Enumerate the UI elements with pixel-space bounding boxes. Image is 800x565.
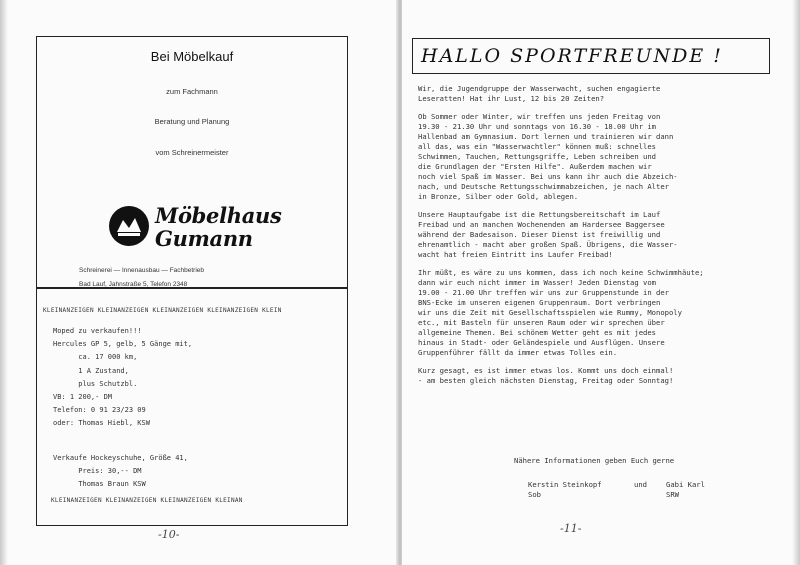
signer-kerstin: Kerstin Steinkopf Sob xyxy=(528,480,602,499)
ad-line-specialist: zum Fachmann xyxy=(166,87,218,96)
page-number-left: -10- xyxy=(158,528,180,541)
logo-emblem-icon xyxy=(109,206,149,246)
classified-line: Telefon: 0 91 23/23 09 xyxy=(53,406,146,415)
page-number-right: -11- xyxy=(560,522,582,535)
ad-line-consulting: Beratung und Planung xyxy=(154,117,230,126)
classified-line: Thomas Braun KSW xyxy=(53,480,146,489)
classified-line: 1 A Zustand, xyxy=(53,366,129,375)
paragraph-training: Ob Sommer oder Winter, wir treffen uns jeden Freitag von 19.30 - 21.30 Uhr und sonntags von 16.30 - 18.00 Uhr im Hallenbad am Gymnasium. Dort lernen und trainieren wir dann all das, was ein "Wasserwachtler" können muß: schnelles Schwimmen, Tauchen, Rettungsgriffe, Leben schreiben und die Grundlagen der "Ersten Hilfe". Außerdem machen wir noch viel Spaß im Wasser. Bei uns kann ihr auch die Abzeich- nach, und Deutsche Rettungsschwimmabzeichen, je nach Alter in Bronze, Silber oder Gold, ablegen. xyxy=(418,112,678,201)
classified-line: Moped zu verkaufen!!! xyxy=(53,327,142,335)
logo-line-gumann: Gumann xyxy=(155,226,253,251)
paragraph-intro: Wir, die Jugendgruppe der Wasserwacht, suchen engagierte Leseratten! Hat ihr Lust, 12 bis 20 Zeiten? xyxy=(418,84,661,103)
ad-services: Schreinerei — Innenausbau — Fachbetrieb xyxy=(79,267,205,274)
classified-line: Verkaufe Hockeyschuhe, Größe 41, xyxy=(53,453,188,462)
letter-body xyxy=(418,84,784,394)
classified-line: Preis: 30,-- DM xyxy=(53,467,142,475)
classified-line: Hercules GP 5, gelb, 5 Gänge mit, xyxy=(53,340,193,349)
logo-line-moebelhaus: Möbelhaus xyxy=(155,203,282,228)
signer-gabi: Gabi Karl SRW xyxy=(666,480,705,499)
ad-address: Bad Lauf, Jahnstraße 5, Telefon 2348 xyxy=(79,281,188,288)
classifieds-box xyxy=(36,288,348,526)
classified-line: VB: 1 200,- DM xyxy=(53,393,113,401)
classified-line: plus Schutzbl. xyxy=(53,379,138,388)
classifieds-banner-top: KLEINANZEIGEN KLEINANZEIGEN KLEINANZEIGEN KLEINANZEIGEN KLEIN xyxy=(43,307,282,314)
paragraph-group: Ihr müßt, es wäre zu uns kommen, dass ich noch keine Schwimmhäute; dann wir euch nicht immer im Wasser! Jeden Dienstag vom 19.00 - 21.00 Uhr treffen wir uns zur Gruppenstunde in der BNS-Ecke im unseren eigenen Gruppenraum. Dort verbringen wir uns die Zeit mit Gesellschaftsspielen wie Rummy, Monopoly etc., mit Basteln für unseren Raum oder wir sprechen über allgemeine Themen. Bei schönem Wetter geht es mit jedes hinaus in Stadt- oder Geländespiele und Ausflügen. Unsere Gruppenführer fällt da immer etwas Tolles ein. xyxy=(418,268,704,357)
page-edge-shadow xyxy=(0,0,8,565)
classifieds-banner-bottom: KLEINANZEIGEN KLEINANZEIGEN KLEINANZEIGEN KLEINAN xyxy=(51,497,243,504)
signoff-line: Nähere Informationen geben Euch gerne xyxy=(514,456,675,465)
right-page xyxy=(402,0,800,565)
ad-heading: Bei Möbelkauf xyxy=(150,49,234,64)
letter-title: HALLO SPORTFREUNDE ! xyxy=(421,45,723,67)
left-page xyxy=(0,0,398,565)
paragraph-closing: Kurz gesagt, es ist immer etwas los. Kommt uns doch einmal! - am besten gleich nächsten Dienstag, Freitag oder Sonntag! xyxy=(418,366,674,385)
classified-line: ca. 17 000 km, xyxy=(53,353,138,362)
furniture-ad xyxy=(36,36,348,288)
page-edge-shadow-right xyxy=(792,0,800,565)
paragraph-duty: Unsere Hauptaufgabe ist die Rettungsbereitschaft im Lauf Freibad und an manchen Wochenenden am Hardersee Baggersee während der Badesaison. Dieser Dienst ist freiwillig und ehrenamtlich - macht aber großen Spaß. Übrigens, die Wasser- wacht hat freien Eintritt ins Laufer Freibad! xyxy=(418,210,678,259)
moebelhaus-logo xyxy=(109,202,299,254)
logo-wordmark xyxy=(155,204,282,250)
letter-title-box xyxy=(412,38,770,74)
signer-conjunction: und xyxy=(634,480,647,489)
classified-line: oder: Thomas Hiebl, KSW xyxy=(53,419,150,428)
ad-line-master: vom Schreinermeister xyxy=(155,148,229,157)
